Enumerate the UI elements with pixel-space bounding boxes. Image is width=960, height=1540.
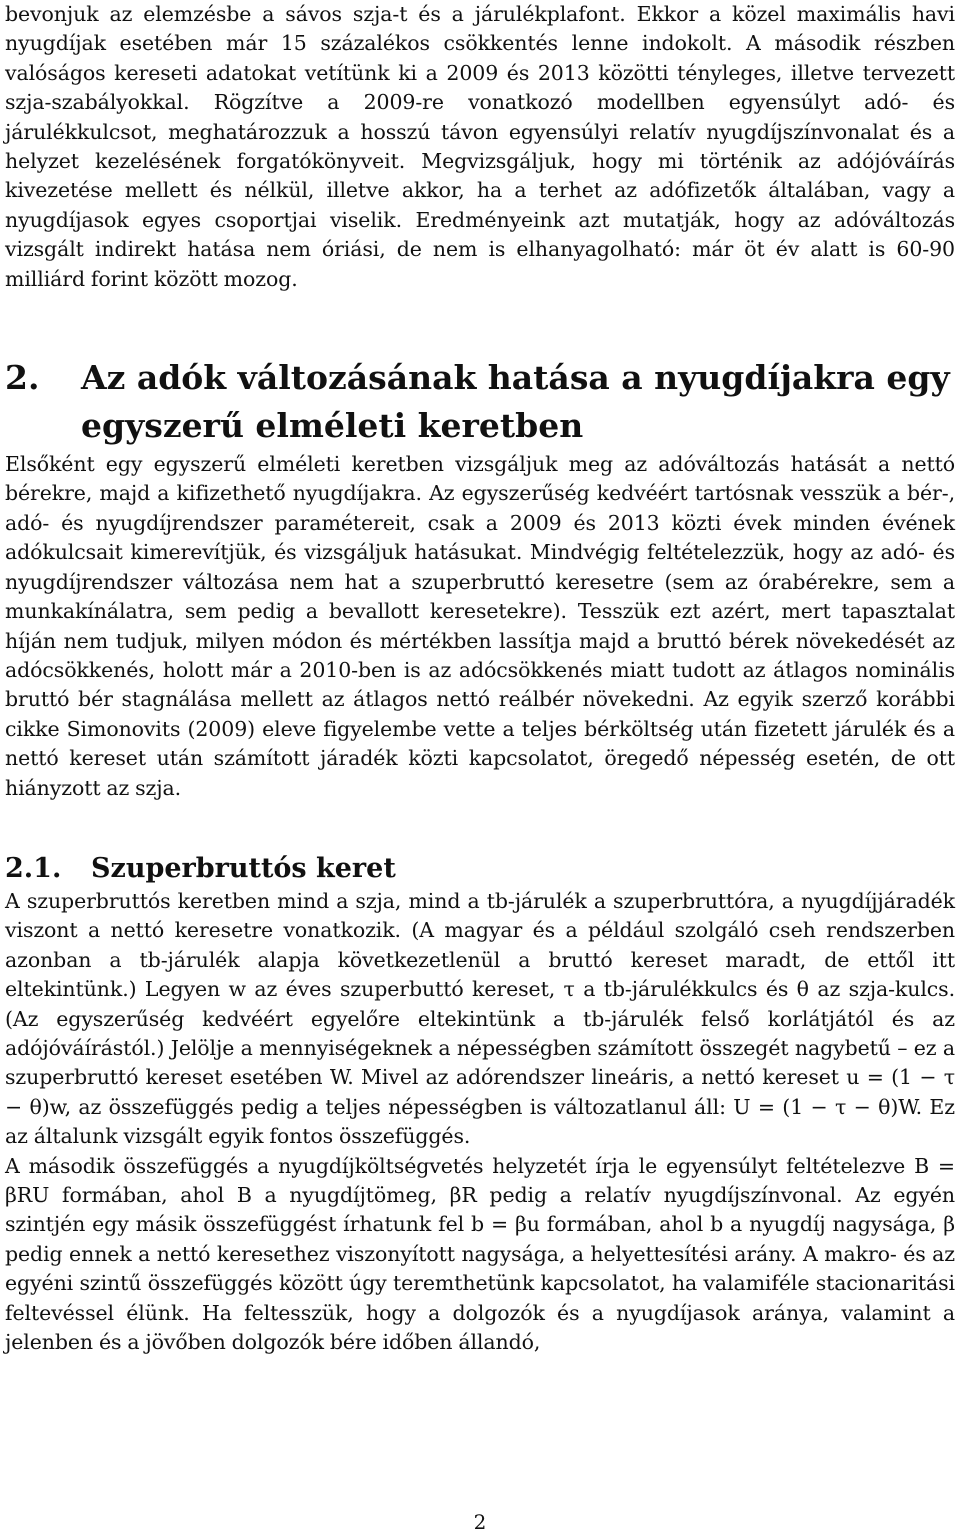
- subsection-title: Szuperbruttós keret: [91, 852, 396, 884]
- document-page: [5, 0, 955, 1357]
- subsection-paragraph-2: A második összefüggés a nyugdíjköltségvetés helyzetét írja le egyensúlyt feltételezve B = βRU formában, ahol B a nyugdíjtömeg, βR pedig a relatív nyugdíjszínvonal. Az egyén szintjén egy másik összefüggést írhatunk fel b = βu formában, ahol b a nyugdíj nagysága, β pedig ennek a nettó keresethez viszonyított nagysága, a helyettesítési arány. A makro- és az egyéni szintű összefüggés között úgy teremthetünk kapcsolatot, ha valamiféle stacionaritási feltevéssel élünk. Ha feltesszük, hogy a dolgozók és a nyugdíjasok aránya, valamint a jelenben és a jövőben dolgozók bére időben állandó,: [5, 1153, 955, 1355]
- section-heading: [5, 354, 955, 450]
- subsection-heading: [5, 851, 955, 887]
- section-number: 2.: [5, 358, 40, 398]
- section-title: Az adók változásának hatása a nyugdíjakra egy egyszerű elméleti keretben: [81, 358, 950, 446]
- section-paragraph: Elsőként egy egyszerű elméleti keretben vizsgáljuk meg az adóváltozás hatását a nettó bérekre, majd a kifizethető nyugdíjakra. Az egyszerűség kedvéért tartósnak vesszük a bér-, adó- és nyugdíjrendszer paramétereit, csak a 2009 és 2013 közti évek minden évének adókulcsait kimerevítjük, és vizsgáljuk hatásukat. Mindvégig feltételezzük, hogy az adó- és nyugdíjrendszer változása nem hat a szuperbruttó keresetre (sem az órabérekre, sem a munkakínálatra, sem pedig a bevallott keresetekre). Tesszük ezt azért, mert tapasztalat híján nem tudjuk, milyen módon és mértékben lassítja majd a bruttó bérek növekedését az adócsökkenés, holott már a 2010-ben is az adócsökkenés miatt tudott az átlagos nominális bruttó bér stagnálása mellett az átlagos nettó reálbér növekedni. Az egyik szerző korábbi cikke Simonovits (2009) eleve figyelembe vette a teljes bérköltség után fizetett járulék és a nettó kereset után számított járadék közti kapcsolatot, öregedő népesség esetén, de ott hiányzott az szja.: [5, 452, 955, 800]
- subsection-paragraph-1: A szuperbruttós keretben mind a szja, mind a tb-járulék a szuperbruttóra, a nyugdíjjáradék viszont a nettó keresetre vonatkozik. (A magyar és a például szolgáló cseh rendszerben azonban a tb-járulék alapja következetlenül a bruttó kereset maradt, de ettől itt eltekintünk.) Legyen w az éves szuperbuttó kereset, τ a tb-járulékkulcs és θ az szja-kulcs. (Az egyszerűség kedvéért egyelőre eltekintünk a tb-járulék felső korlátjától és az adójóváírástól.) Jelölje a mennyiségeknek a népességben számított összegét nagybetű – ez a szuperbruttó kereset esetében W. Mivel az adórendszer lineáris, a nettó kereset u = (1 − τ − θ)w, az összefüggés pedig a teljes népességben is változatlanul áll: U = (1 − τ − θ)W. Ez az általunk vizsgált egyik fontos összefüggés.: [5, 888, 955, 1149]
- intro-paragraph: bevonjuk az elemzésbe a sávos szja-t és a járulékplafont. Ekkor a közel maximális havi nyugdíjak esetében már 15 százalékos csökkentés lenne indokolt. A második részben valóságos kereseti adatokat vetítünk ki a 2009 és 2013 közötti tényleges, illetve tervezett szja-szabályokkal. Rögzítve a 2009-re vonatkozó modellben egyensúlyt adó- és járulékkulcsot, meghatározzuk a hosszú távon egyensúlyi relatív nyugdíjszínvonalat és a helyzet kezelésének forgatókönyveit. Megvizsgáljuk, hogy mi történik az adójóváírás kivezetése mellett és nélkül, illetve akkor, ha a terhet az adófizetők általában, vagy a nyugdíjasok egyes csoportjai viselik. Eredményeink azt mutatják, hogy az adóváltozás vizsgált indirekt hatása nem óriási, de nem is elhanyagolható: már öt év alatt is 60-90 milliárd forint között mozog.: [5, 2, 955, 291]
- subsection-number: 2.1.: [5, 852, 62, 884]
- page-number: 2: [473, 1510, 487, 1534]
